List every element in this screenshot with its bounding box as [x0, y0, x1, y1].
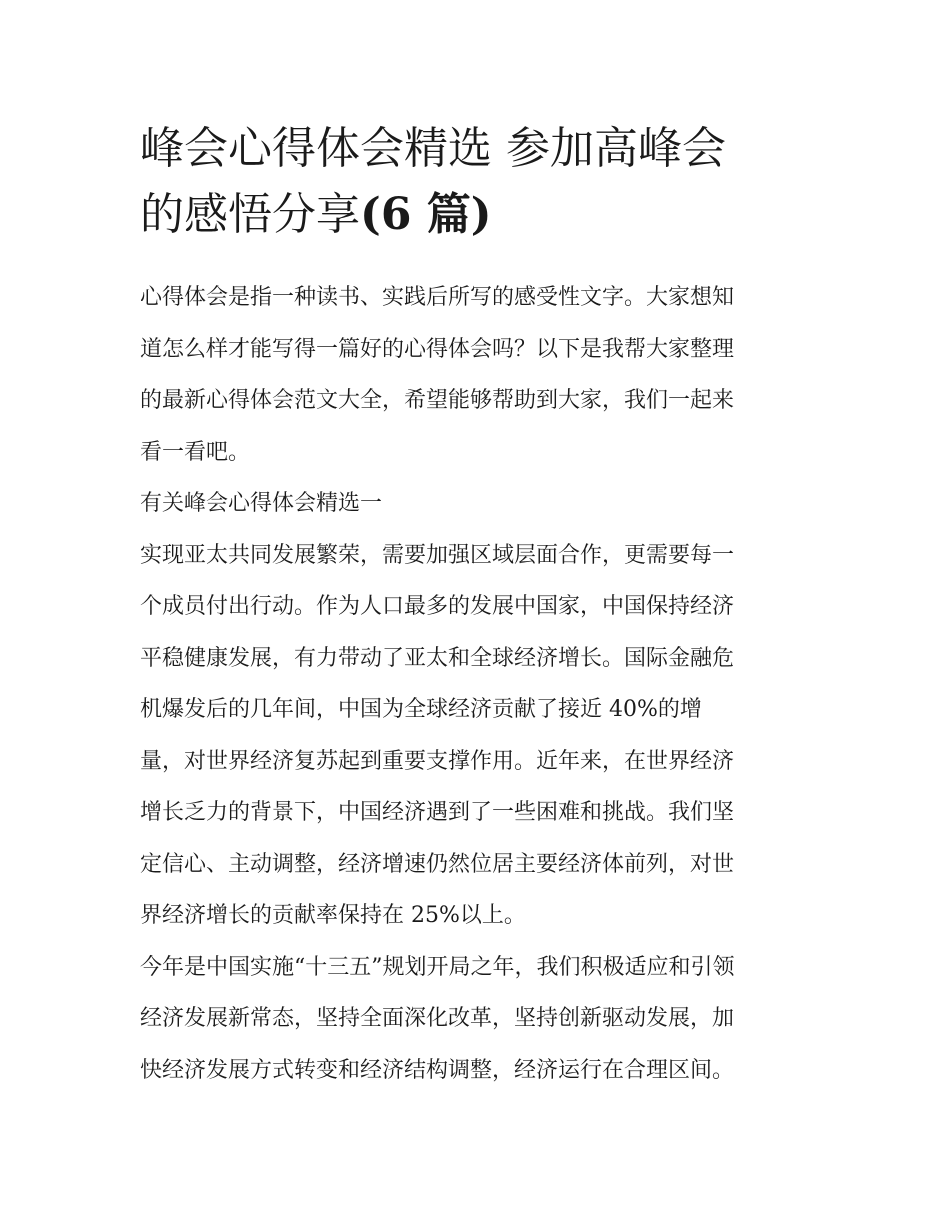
body-line: 道怎么样才能写得一篇好的心得体会吗？以下是我帮大家整理 [140, 336, 735, 362]
body-line: 增长乏力的背景下，中国经济遇到了一些困难和挑战。我们坚 [140, 800, 735, 825]
title-line-2-text: 的感悟分享 [140, 189, 360, 240]
body-line: 快经济发展方式转变和经济结构调整，经济运行在合理区间。 [140, 1057, 735, 1083]
title-line-2 [140, 182, 820, 248]
title-line-2-count: (6 篇) [360, 189, 492, 240]
document-body [140, 272, 830, 1096]
title-line-1: 峰会心得体会精选 参加高峰会 [140, 123, 726, 174]
body-line: 定信心、主动调整，经济增速仍然位居主要经济体前列，对世 [140, 851, 735, 877]
document-title [140, 116, 820, 248]
body-line: 平稳健康发展，有力带动了亚太和全球经济增长。国际金融危 [140, 645, 735, 671]
body-line: 实现亚太共同发展繁荣，需要加强区域层面合作，更需要每一 [140, 542, 735, 568]
section-heading: 有关峰会心得体会精选一 [140, 491, 383, 516]
body-line: 今年是中国实施“十三五”规划开局之年，我们积极适应和引领 [140, 954, 735, 980]
body-line: 量，对世界经济复苏起到重要支撑作用。近年来，在世界经济 [140, 748, 735, 774]
body-line: 个成员付出行动。作为人口最多的发展中国家，中国保持经济 [140, 594, 735, 619]
body-line: 的最新心得体会范文大全，希望能够帮助到大家，我们一起来 [140, 388, 735, 413]
body-line: 界经济增长的贡献率保持在 25%以上。 [140, 903, 526, 928]
body-line: 经济发展新常态，坚持全面深化改革，坚持创新驱动发展，加 [140, 1006, 735, 1031]
body-line: 机爆发后的几年间，中国为全球经济贡献了接近 40%的增 [140, 697, 702, 722]
body-line: 看一看吧。 [140, 439, 251, 465]
body-line: 心得体会是指一种读书、实践后所写的感受性文字。大家想知 [140, 285, 735, 310]
